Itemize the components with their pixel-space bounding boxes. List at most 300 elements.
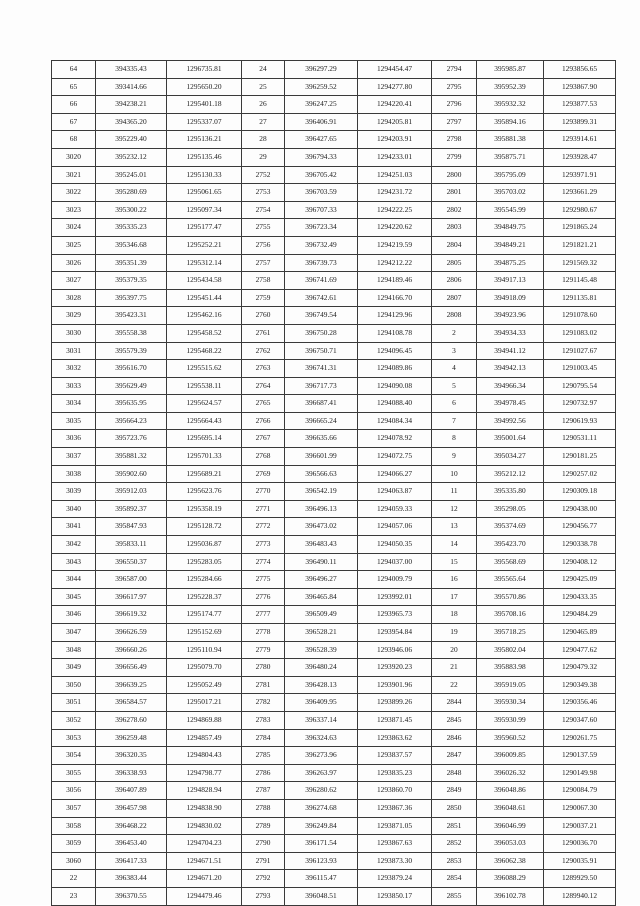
point-id-cell: 2760 bbox=[242, 307, 285, 325]
point-id-cell: 3025 bbox=[52, 236, 96, 254]
point-id-cell: 22 bbox=[432, 676, 477, 694]
y-coordinate-cell: 1295468.22 bbox=[167, 342, 242, 360]
y-coordinate-cell: 1295358.19 bbox=[167, 500, 242, 518]
x-coordinate-cell: 396406.91 bbox=[285, 113, 358, 131]
x-coordinate-cell: 395932.32 bbox=[477, 96, 544, 114]
y-coordinate-cell: 1294037.00 bbox=[358, 553, 432, 571]
y-coordinate-cell: 1294090.08 bbox=[358, 377, 432, 395]
coordinate-table bbox=[51, 60, 616, 906]
point-id-cell: 2766 bbox=[242, 412, 285, 430]
x-coordinate-cell: 395892.37 bbox=[96, 500, 167, 518]
x-coordinate-cell: 395930.99 bbox=[477, 711, 544, 729]
y-coordinate-cell: 1295177.47 bbox=[167, 219, 242, 237]
point-id-cell: 2787 bbox=[242, 782, 285, 800]
y-coordinate-cell: 1293867.36 bbox=[358, 799, 432, 817]
point-id-cell: 3059 bbox=[52, 835, 96, 853]
y-coordinate-cell: 1293901.96 bbox=[358, 676, 432, 694]
x-coordinate-cell: 396457.98 bbox=[96, 799, 167, 817]
table-row bbox=[52, 659, 616, 677]
point-id-cell: 14 bbox=[432, 536, 477, 554]
y-coordinate-cell: 1290456.77 bbox=[544, 518, 616, 536]
point-id-cell: 2764 bbox=[242, 377, 285, 395]
x-coordinate-cell: 396741.69 bbox=[285, 272, 358, 290]
point-id-cell: 2776 bbox=[242, 588, 285, 606]
point-id-cell: 2801 bbox=[432, 184, 477, 202]
point-id-cell: 5 bbox=[432, 377, 477, 395]
y-coordinate-cell: 1293971.91 bbox=[544, 166, 616, 184]
table-row bbox=[52, 395, 616, 413]
table-row bbox=[52, 536, 616, 554]
point-id-cell: 2849 bbox=[432, 782, 477, 800]
point-id-cell: 3046 bbox=[52, 606, 96, 624]
point-id-cell: 3038 bbox=[52, 465, 96, 483]
point-id-cell: 3058 bbox=[52, 817, 96, 835]
y-coordinate-cell: 1294233.01 bbox=[358, 148, 432, 166]
y-coordinate-cell: 1294189.46 bbox=[358, 272, 432, 290]
x-coordinate-cell: 395232.12 bbox=[96, 148, 167, 166]
point-id-cell: 2855 bbox=[432, 887, 477, 905]
y-coordinate-cell: 1291821.21 bbox=[544, 236, 616, 254]
point-id-cell: 67 bbox=[52, 113, 96, 131]
table-row bbox=[52, 254, 616, 272]
point-id-cell: 3029 bbox=[52, 307, 96, 325]
y-coordinate-cell: 1291135.81 bbox=[544, 289, 616, 307]
y-coordinate-cell: 1293879.24 bbox=[358, 870, 432, 888]
point-id-cell: 3056 bbox=[52, 782, 96, 800]
y-coordinate-cell: 1295228.37 bbox=[167, 588, 242, 606]
x-coordinate-cell: 396473.02 bbox=[285, 518, 358, 536]
point-id-cell: 2796 bbox=[432, 96, 477, 114]
point-id-cell: 12 bbox=[432, 500, 477, 518]
y-coordinate-cell: 1294219.59 bbox=[358, 236, 432, 254]
y-coordinate-cell: 1295624.57 bbox=[167, 395, 242, 413]
x-coordinate-cell: 396496.13 bbox=[285, 500, 358, 518]
y-coordinate-cell: 1290433.35 bbox=[544, 588, 616, 606]
x-coordinate-cell: 396750.28 bbox=[285, 324, 358, 342]
x-coordinate-cell: 394849.21 bbox=[477, 236, 544, 254]
x-coordinate-cell: 396656.49 bbox=[96, 659, 167, 677]
y-coordinate-cell: 1295174.77 bbox=[167, 606, 242, 624]
x-coordinate-cell: 396274.68 bbox=[285, 799, 358, 817]
x-coordinate-cell: 396427.65 bbox=[285, 131, 358, 149]
x-coordinate-cell: 394934.33 bbox=[477, 324, 544, 342]
y-coordinate-cell: 1290084.79 bbox=[544, 782, 616, 800]
table-row bbox=[52, 324, 616, 342]
y-coordinate-cell: 1290261.75 bbox=[544, 729, 616, 747]
x-coordinate-cell: 395351.39 bbox=[96, 254, 167, 272]
point-id-cell: 2786 bbox=[242, 764, 285, 782]
x-coordinate-cell: 396707.33 bbox=[285, 201, 358, 219]
x-coordinate-cell: 396496.27 bbox=[285, 571, 358, 589]
table-row bbox=[52, 571, 616, 589]
x-coordinate-cell: 395570.86 bbox=[477, 588, 544, 606]
y-coordinate-cell: 1291865.24 bbox=[544, 219, 616, 237]
point-id-cell: 2 bbox=[432, 324, 477, 342]
point-id-cell: 3027 bbox=[52, 272, 96, 290]
y-coordinate-cell: 1294220.62 bbox=[358, 219, 432, 237]
x-coordinate-cell: 395300.22 bbox=[96, 201, 167, 219]
point-id-cell: 2769 bbox=[242, 465, 285, 483]
point-id-cell: 3032 bbox=[52, 360, 96, 378]
table-row bbox=[52, 835, 616, 853]
point-id-cell: 64 bbox=[52, 61, 96, 79]
point-id-cell: 3022 bbox=[52, 184, 96, 202]
y-coordinate-cell: 1294203.91 bbox=[358, 131, 432, 149]
x-coordinate-cell: 395912.03 bbox=[96, 483, 167, 501]
y-coordinate-cell: 1295695.14 bbox=[167, 430, 242, 448]
x-coordinate-cell: 396088.29 bbox=[477, 870, 544, 888]
x-coordinate-cell: 395985.87 bbox=[477, 61, 544, 79]
table-row bbox=[52, 588, 616, 606]
y-coordinate-cell: 1293992.01 bbox=[358, 588, 432, 606]
point-id-cell: 2784 bbox=[242, 729, 285, 747]
y-coordinate-cell: 1294089.86 bbox=[358, 360, 432, 378]
point-id-cell: 3031 bbox=[52, 342, 96, 360]
table-row bbox=[52, 624, 616, 642]
table-row bbox=[52, 782, 616, 800]
point-id-cell: 3051 bbox=[52, 694, 96, 712]
x-coordinate-cell: 396587.00 bbox=[96, 571, 167, 589]
x-coordinate-cell: 395952.39 bbox=[477, 78, 544, 96]
y-coordinate-cell: 1294063.87 bbox=[358, 483, 432, 501]
x-coordinate-cell: 396053.03 bbox=[477, 835, 544, 853]
x-coordinate-cell: 396601.99 bbox=[285, 448, 358, 466]
y-coordinate-cell: 1295664.43 bbox=[167, 412, 242, 430]
y-coordinate-cell: 1290477.62 bbox=[544, 641, 616, 659]
x-coordinate-cell: 396453.40 bbox=[96, 835, 167, 853]
point-id-cell: 3049 bbox=[52, 659, 96, 677]
y-coordinate-cell: 1295036.87 bbox=[167, 536, 242, 554]
point-id-cell: 2770 bbox=[242, 483, 285, 501]
point-id-cell: 2761 bbox=[242, 324, 285, 342]
y-coordinate-cell: 1290479.32 bbox=[544, 659, 616, 677]
point-id-cell: 3026 bbox=[52, 254, 96, 272]
x-coordinate-cell: 396703.59 bbox=[285, 184, 358, 202]
x-coordinate-cell: 394238.21 bbox=[96, 96, 167, 114]
x-coordinate-cell: 395881.32 bbox=[96, 448, 167, 466]
point-id-cell: 2847 bbox=[432, 747, 477, 765]
x-coordinate-cell: 395335.23 bbox=[96, 219, 167, 237]
point-id-cell: 2759 bbox=[242, 289, 285, 307]
point-id-cell: 3053 bbox=[52, 729, 96, 747]
x-coordinate-cell: 396048.51 bbox=[285, 887, 358, 905]
point-id-cell: 2772 bbox=[242, 518, 285, 536]
y-coordinate-cell: 1294129.96 bbox=[358, 307, 432, 325]
table-row bbox=[52, 676, 616, 694]
point-id-cell: 2773 bbox=[242, 536, 285, 554]
y-coordinate-cell: 1293877.53 bbox=[544, 96, 616, 114]
x-coordinate-cell: 396407.89 bbox=[96, 782, 167, 800]
y-coordinate-cell: 1293899.31 bbox=[544, 113, 616, 131]
x-coordinate-cell: 395883.98 bbox=[477, 659, 544, 677]
point-id-cell: 2755 bbox=[242, 219, 285, 237]
y-coordinate-cell: 1295284.66 bbox=[167, 571, 242, 589]
x-coordinate-cell: 396259.48 bbox=[96, 729, 167, 747]
x-coordinate-cell: 396566.63 bbox=[285, 465, 358, 483]
point-id-cell: 2808 bbox=[432, 307, 477, 325]
y-coordinate-cell: 1294251.03 bbox=[358, 166, 432, 184]
x-coordinate-cell: 396320.35 bbox=[96, 747, 167, 765]
x-coordinate-cell: 395664.23 bbox=[96, 412, 167, 430]
x-coordinate-cell: 395397.75 bbox=[96, 289, 167, 307]
y-coordinate-cell: 1293871.45 bbox=[358, 711, 432, 729]
point-id-cell: 3055 bbox=[52, 764, 96, 782]
y-coordinate-cell: 1294869.88 bbox=[167, 711, 242, 729]
table-row bbox=[52, 201, 616, 219]
point-id-cell: 2783 bbox=[242, 711, 285, 729]
point-id-cell: 2757 bbox=[242, 254, 285, 272]
x-coordinate-cell: 396528.39 bbox=[285, 641, 358, 659]
point-id-cell: 66 bbox=[52, 96, 96, 114]
y-coordinate-cell: 1290356.46 bbox=[544, 694, 616, 712]
y-coordinate-cell: 1295538.11 bbox=[167, 377, 242, 395]
x-coordinate-cell: 395616.70 bbox=[96, 360, 167, 378]
y-coordinate-cell: 1290795.54 bbox=[544, 377, 616, 395]
x-coordinate-cell: 395795.09 bbox=[477, 166, 544, 184]
point-id-cell: 3030 bbox=[52, 324, 96, 342]
x-coordinate-cell: 395229.40 bbox=[96, 131, 167, 149]
x-coordinate-cell: 395423.70 bbox=[477, 536, 544, 554]
x-coordinate-cell: 396542.19 bbox=[285, 483, 358, 501]
point-id-cell: 2800 bbox=[432, 166, 477, 184]
x-coordinate-cell: 395703.02 bbox=[477, 184, 544, 202]
point-id-cell: 2853 bbox=[432, 852, 477, 870]
point-id-cell: 19 bbox=[432, 624, 477, 642]
x-coordinate-cell: 395723.76 bbox=[96, 430, 167, 448]
y-coordinate-cell: 1294220.41 bbox=[358, 96, 432, 114]
point-id-cell: 23 bbox=[52, 887, 96, 905]
y-coordinate-cell: 1295337.07 bbox=[167, 113, 242, 131]
y-coordinate-cell: 1294222.25 bbox=[358, 201, 432, 219]
y-coordinate-cell: 1293899.26 bbox=[358, 694, 432, 712]
point-id-cell: 3028 bbox=[52, 289, 96, 307]
y-coordinate-cell: 1294212.22 bbox=[358, 254, 432, 272]
y-coordinate-cell: 1295283.05 bbox=[167, 553, 242, 571]
point-id-cell: 2791 bbox=[242, 852, 285, 870]
point-id-cell: 3040 bbox=[52, 500, 96, 518]
point-id-cell: 3037 bbox=[52, 448, 96, 466]
x-coordinate-cell: 394918.09 bbox=[477, 289, 544, 307]
point-id-cell: 22 bbox=[52, 870, 96, 888]
y-coordinate-cell: 1294828.94 bbox=[167, 782, 242, 800]
point-id-cell: 3052 bbox=[52, 711, 96, 729]
x-coordinate-cell: 396687.41 bbox=[285, 395, 358, 413]
y-coordinate-cell: 1295128.72 bbox=[167, 518, 242, 536]
x-coordinate-cell: 395718.25 bbox=[477, 624, 544, 642]
y-coordinate-cell: 1293661.29 bbox=[544, 184, 616, 202]
x-coordinate-cell: 394941.12 bbox=[477, 342, 544, 360]
x-coordinate-cell: 395280.69 bbox=[96, 184, 167, 202]
x-coordinate-cell: 395708.16 bbox=[477, 606, 544, 624]
point-id-cell: 2781 bbox=[242, 676, 285, 694]
table-row bbox=[52, 606, 616, 624]
y-coordinate-cell: 1290347.60 bbox=[544, 711, 616, 729]
x-coordinate-cell: 395346.68 bbox=[96, 236, 167, 254]
table-row bbox=[52, 764, 616, 782]
point-id-cell: 3045 bbox=[52, 588, 96, 606]
point-id-cell: 21 bbox=[432, 659, 477, 677]
point-id-cell: 65 bbox=[52, 78, 96, 96]
point-id-cell: 2768 bbox=[242, 448, 285, 466]
y-coordinate-cell: 1293867.63 bbox=[358, 835, 432, 853]
x-coordinate-cell: 396062.38 bbox=[477, 852, 544, 870]
point-id-cell: 2845 bbox=[432, 711, 477, 729]
x-coordinate-cell: 394335.43 bbox=[96, 61, 167, 79]
x-coordinate-cell: 396026.32 bbox=[477, 764, 544, 782]
y-coordinate-cell: 1295515.62 bbox=[167, 360, 242, 378]
point-id-cell: 2790 bbox=[242, 835, 285, 853]
x-coordinate-cell: 396273.96 bbox=[285, 747, 358, 765]
y-coordinate-cell: 1294066.27 bbox=[358, 465, 432, 483]
x-coordinate-cell: 396383.44 bbox=[96, 870, 167, 888]
x-coordinate-cell: 395919.05 bbox=[477, 676, 544, 694]
x-coordinate-cell: 394966.34 bbox=[477, 377, 544, 395]
y-coordinate-cell: 1293837.57 bbox=[358, 747, 432, 765]
y-coordinate-cell: 1294277.80 bbox=[358, 78, 432, 96]
x-coordinate-cell: 396249.84 bbox=[285, 817, 358, 835]
point-id-cell: 3050 bbox=[52, 676, 96, 694]
point-id-cell: 17 bbox=[432, 588, 477, 606]
y-coordinate-cell: 1294231.72 bbox=[358, 184, 432, 202]
y-coordinate-cell: 1294072.75 bbox=[358, 448, 432, 466]
x-coordinate-cell: 395423.31 bbox=[96, 307, 167, 325]
point-id-cell: 6 bbox=[432, 395, 477, 413]
x-coordinate-cell: 396465.84 bbox=[285, 588, 358, 606]
point-id-cell: 4 bbox=[432, 360, 477, 378]
x-coordinate-cell: 396528.21 bbox=[285, 624, 358, 642]
table-row bbox=[52, 289, 616, 307]
x-coordinate-cell: 396338.93 bbox=[96, 764, 167, 782]
point-id-cell: 18 bbox=[432, 606, 477, 624]
y-coordinate-cell: 1293860.70 bbox=[358, 782, 432, 800]
table-row bbox=[52, 236, 616, 254]
table-row bbox=[52, 307, 616, 325]
x-coordinate-cell: 396102.78 bbox=[477, 887, 544, 905]
y-coordinate-cell: 1290036.70 bbox=[544, 835, 616, 853]
x-coordinate-cell: 396115.47 bbox=[285, 870, 358, 888]
point-id-cell: 2758 bbox=[242, 272, 285, 290]
table-row bbox=[52, 96, 616, 114]
x-coordinate-cell: 395875.71 bbox=[477, 148, 544, 166]
point-id-cell: 3035 bbox=[52, 412, 96, 430]
x-coordinate-cell: 396048.86 bbox=[477, 782, 544, 800]
point-id-cell: 2777 bbox=[242, 606, 285, 624]
y-coordinate-cell: 1295097.34 bbox=[167, 201, 242, 219]
y-coordinate-cell: 1290484.29 bbox=[544, 606, 616, 624]
y-coordinate-cell: 1295017.21 bbox=[167, 694, 242, 712]
x-coordinate-cell: 395902.60 bbox=[96, 465, 167, 483]
x-coordinate-cell: 395579.39 bbox=[96, 342, 167, 360]
x-coordinate-cell: 395001.64 bbox=[477, 430, 544, 448]
y-coordinate-cell: 1290037.21 bbox=[544, 817, 616, 835]
x-coordinate-cell: 396297.29 bbox=[285, 61, 358, 79]
x-coordinate-cell: 395960.52 bbox=[477, 729, 544, 747]
x-coordinate-cell: 396619.32 bbox=[96, 606, 167, 624]
x-coordinate-cell: 395379.35 bbox=[96, 272, 167, 290]
point-id-cell: 2774 bbox=[242, 553, 285, 571]
table-body bbox=[52, 61, 616, 906]
point-id-cell: 16 bbox=[432, 571, 477, 589]
y-coordinate-cell: 1295136.21 bbox=[167, 131, 242, 149]
x-coordinate-cell: 396739.73 bbox=[285, 254, 358, 272]
x-coordinate-cell: 396665.24 bbox=[285, 412, 358, 430]
y-coordinate-cell: 1290425.09 bbox=[544, 571, 616, 589]
x-coordinate-cell: 396617.97 bbox=[96, 588, 167, 606]
y-coordinate-cell: 1294108.78 bbox=[358, 324, 432, 342]
y-coordinate-cell: 1294798.77 bbox=[167, 764, 242, 782]
table-row bbox=[52, 61, 616, 79]
x-coordinate-cell: 395545.99 bbox=[477, 201, 544, 219]
y-coordinate-cell: 1291027.67 bbox=[544, 342, 616, 360]
point-id-cell: 2778 bbox=[242, 624, 285, 642]
y-coordinate-cell: 1295312.14 bbox=[167, 254, 242, 272]
x-coordinate-cell: 396417.33 bbox=[96, 852, 167, 870]
x-coordinate-cell: 396171.54 bbox=[285, 835, 358, 853]
x-coordinate-cell: 395034.27 bbox=[477, 448, 544, 466]
x-coordinate-cell: 396247.25 bbox=[285, 96, 358, 114]
x-coordinate-cell: 395565.64 bbox=[477, 571, 544, 589]
table-row bbox=[52, 430, 616, 448]
x-coordinate-cell: 393414.66 bbox=[96, 78, 167, 96]
table-row bbox=[52, 711, 616, 729]
point-id-cell: 2763 bbox=[242, 360, 285, 378]
point-id-cell: 2805 bbox=[432, 254, 477, 272]
x-coordinate-cell: 394992.56 bbox=[477, 412, 544, 430]
y-coordinate-cell: 1293835.23 bbox=[358, 764, 432, 782]
y-coordinate-cell: 1295689.21 bbox=[167, 465, 242, 483]
x-coordinate-cell: 395930.34 bbox=[477, 694, 544, 712]
table-row bbox=[52, 342, 616, 360]
point-id-cell: 2792 bbox=[242, 870, 285, 888]
table-row bbox=[52, 518, 616, 536]
point-id-cell: 2806 bbox=[432, 272, 477, 290]
point-id-cell: 2804 bbox=[432, 236, 477, 254]
table-row bbox=[52, 694, 616, 712]
x-coordinate-cell: 395881.38 bbox=[477, 131, 544, 149]
x-coordinate-cell: 395298.05 bbox=[477, 500, 544, 518]
x-coordinate-cell: 396480.24 bbox=[285, 659, 358, 677]
x-coordinate-cell: 394978.45 bbox=[477, 395, 544, 413]
x-coordinate-cell: 396732.49 bbox=[285, 236, 358, 254]
point-id-cell: 3036 bbox=[52, 430, 96, 448]
x-coordinate-cell: 396280.62 bbox=[285, 782, 358, 800]
point-id-cell: 2752 bbox=[242, 166, 285, 184]
x-coordinate-cell: 396509.49 bbox=[285, 606, 358, 624]
point-id-cell: 2756 bbox=[242, 236, 285, 254]
y-coordinate-cell: 1294057.06 bbox=[358, 518, 432, 536]
x-coordinate-cell: 396123.93 bbox=[285, 852, 358, 870]
y-coordinate-cell: 1294838.90 bbox=[167, 799, 242, 817]
y-coordinate-cell: 1290349.38 bbox=[544, 676, 616, 694]
x-coordinate-cell: 395894.16 bbox=[477, 113, 544, 131]
point-id-cell: 27 bbox=[242, 113, 285, 131]
y-coordinate-cell: 1290257.02 bbox=[544, 465, 616, 483]
point-id-cell: 25 bbox=[242, 78, 285, 96]
table-row bbox=[52, 78, 616, 96]
y-coordinate-cell: 1295152.69 bbox=[167, 624, 242, 642]
y-coordinate-cell: 1292980.67 bbox=[544, 201, 616, 219]
x-coordinate-cell: 396635.66 bbox=[285, 430, 358, 448]
point-id-cell: 2753 bbox=[242, 184, 285, 202]
y-coordinate-cell: 1294704.23 bbox=[167, 835, 242, 853]
x-coordinate-cell: 394875.25 bbox=[477, 254, 544, 272]
point-id-cell: 2848 bbox=[432, 764, 477, 782]
y-coordinate-cell: 1296735.81 bbox=[167, 61, 242, 79]
table-row bbox=[52, 799, 616, 817]
y-coordinate-cell: 1294166.70 bbox=[358, 289, 432, 307]
y-coordinate-cell: 1294857.49 bbox=[167, 729, 242, 747]
x-coordinate-cell: 394365.20 bbox=[96, 113, 167, 131]
